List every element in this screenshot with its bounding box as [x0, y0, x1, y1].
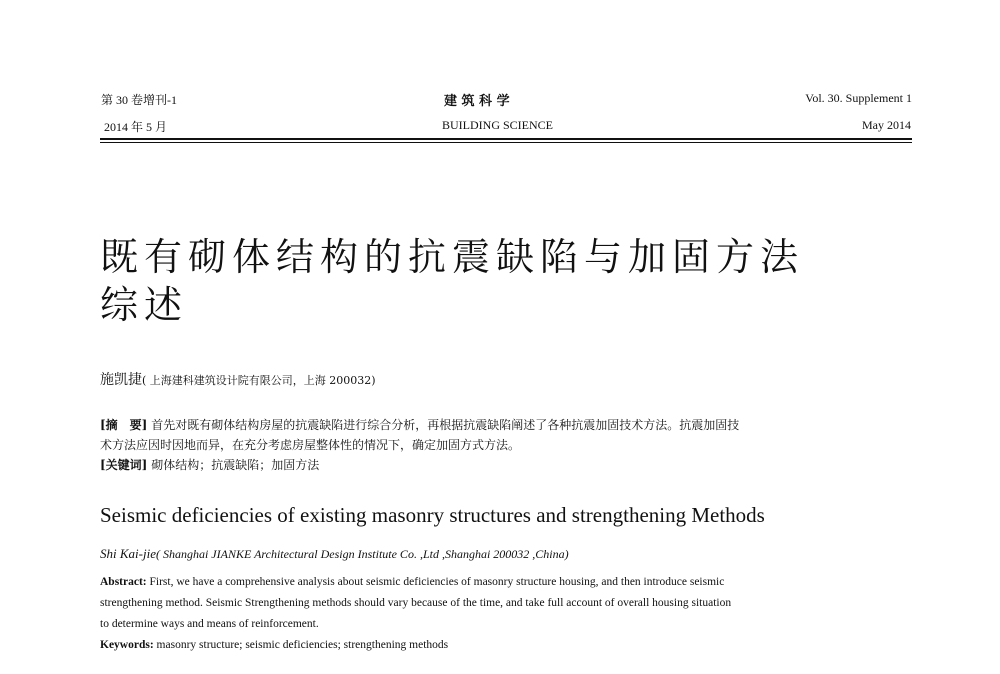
- journal-name-en: BUILDING SCIENCE: [442, 118, 553, 132]
- abstract-cn-label: [摘 要]: [100, 418, 148, 432]
- page-title-cn-line1: 既有砌体结构的抗震缺陷与加固方法: [100, 235, 805, 279]
- volume-cn: 第 30 卷增刊-1: [101, 93, 177, 107]
- date-en: May 2014: [862, 118, 911, 132]
- keywords-cn-text: 砌体结构；抗震缺陷；加固方法: [151, 458, 320, 472]
- keywords-cn: [100, 456, 319, 475]
- abstract-cn-text1: 首先对既有砌体结构房屋的抗震缺陷进行综合分析，再根据抗震缺陷阐述了各种抗震加固技术方法。抗震加固技: [151, 418, 740, 432]
- abstract-en-label: Abstract:: [100, 576, 147, 588]
- volume-en: Vol. 30. Supplement 1: [805, 91, 912, 105]
- header-rule-thin: [100, 142, 912, 143]
- author-cn-name: 施凯捷: [100, 372, 142, 388]
- author-en: [100, 546, 569, 562]
- abstract-cn-text2: 术方法应因时因地而异，在充分考虑房屋整体性的情况下，确定加固方式方法。: [100, 438, 521, 452]
- page-title-cn-line2: 综述: [100, 283, 189, 327]
- date-cn: 2014 年 5 月: [104, 120, 168, 134]
- page-title-en: Seismic deficiencies of existing masonry structures and strengthening Methods: [100, 503, 765, 527]
- keywords-en-label: Keywords:: [100, 639, 154, 651]
- keywords-en-text: masonry structure; seismic deficiencies; strengthening methods: [156, 639, 449, 651]
- author-en-affiliation: ( Shanghai JIANKE Architectural Design Institute Co. ,Ltd ,Shanghai 200032 ,China): [155, 547, 569, 561]
- abstract-en-text1: First, we have a comprehensive analysis about seismic deficiencies of masonry structure housing, and then introduce seismic: [149, 576, 725, 588]
- header-rule-thick: [100, 138, 912, 140]
- journal-name-cn: 建 筑 科 学: [444, 94, 510, 109]
- abstract-en-text2: strengthening method. Seismic Strengthening methods should vary because of the time, and take full account of overall housing situation: [100, 597, 732, 609]
- author-cn: [100, 369, 376, 389]
- abstract-en-text3: to determine ways and means of reinforcement.: [100, 618, 319, 630]
- keywords-en: [100, 635, 448, 656]
- author-en-name: Shi Kai-jie: [100, 546, 156, 561]
- author-cn-affiliation: ( 上海建科建筑设计院有限公司，上海 200032): [142, 374, 376, 387]
- abstract-cn-line1: [100, 416, 739, 435]
- abstract-en-line1: [100, 572, 724, 593]
- keywords-cn-label: [关键词]: [100, 458, 148, 472]
